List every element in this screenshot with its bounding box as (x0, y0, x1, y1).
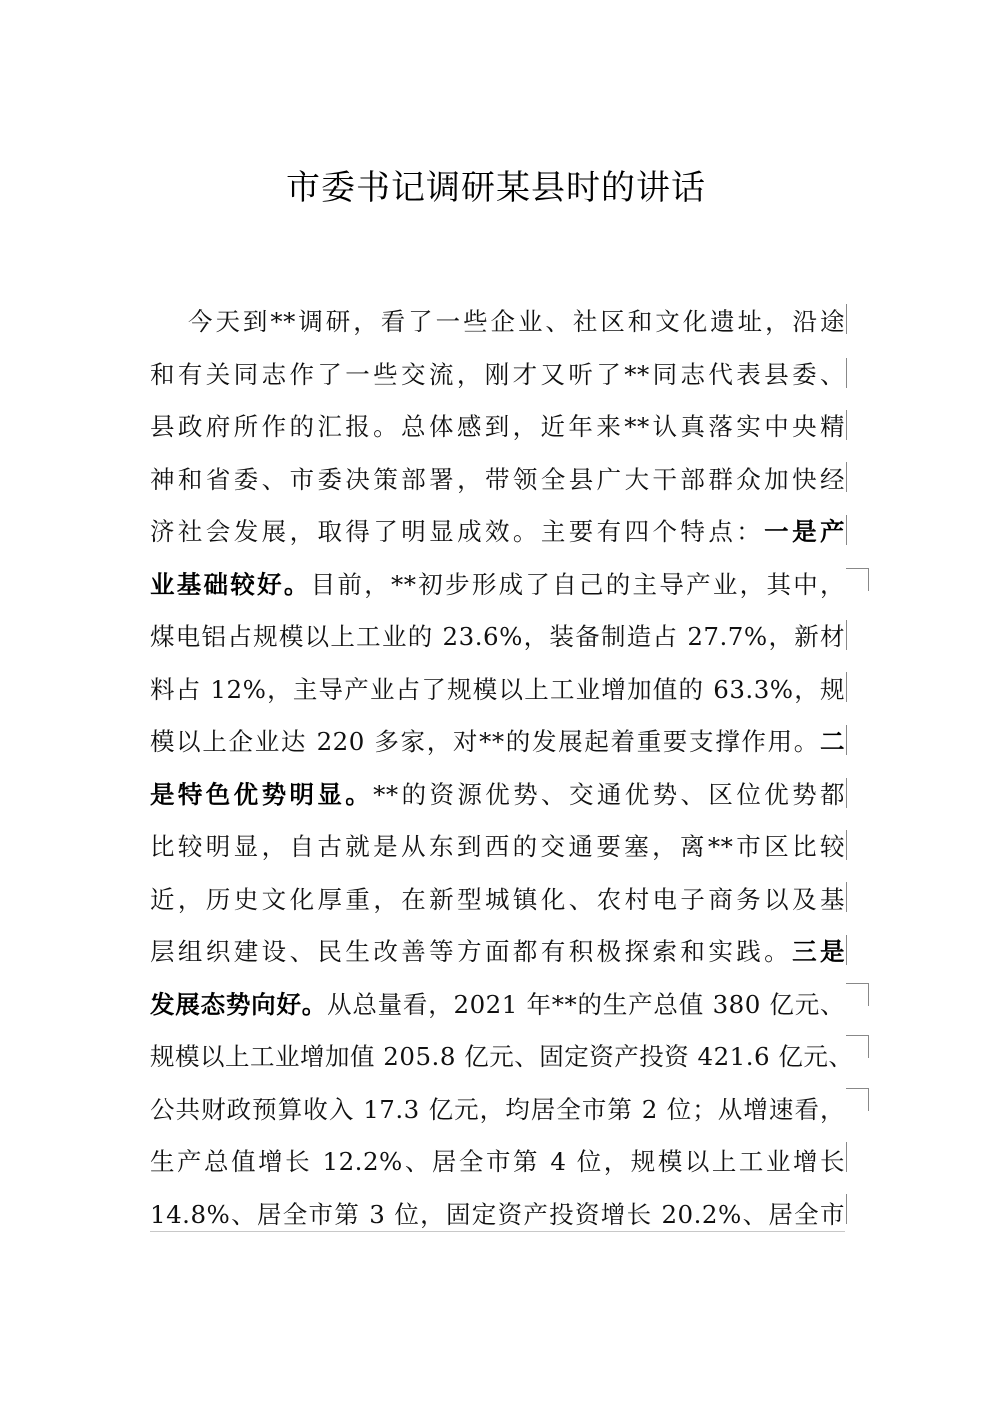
text-run: 神和省委、市委决策部署，带领全县广大干部群众加快经 (150, 464, 845, 494)
margin-mark (846, 672, 847, 702)
paragraph-line (150, 1136, 845, 1189)
margin-corner-mark (846, 1088, 869, 1111)
paragraph-line (150, 401, 845, 454)
text-run: 14.8%、居全市第 3 位，固定资产投资增长 20.2%、居全市 (150, 1199, 845, 1229)
text-run: 生产总值增长 12.2%、居全市第 4 位，规模以上工业增长 (150, 1147, 845, 1176)
text-run: 今天到**调研，看了一些企业、社区和文化遗址，沿途 (188, 307, 845, 336)
margin-mark (846, 462, 847, 492)
margin-mark (846, 935, 847, 965)
paragraph-line (150, 874, 845, 927)
paragraph-line (150, 1031, 854, 1084)
paragraph-line (150, 454, 845, 507)
text-run: 规模以上工业增加值 205.8 亿元、固定资产投资 421.6 亿元、 (150, 1042, 854, 1071)
bold-heading-run: 二 (820, 727, 845, 756)
paragraph-line (150, 664, 845, 717)
paragraph-line (150, 716, 845, 769)
text-run: 和有关同志作了一些交流，刚才又听了**同志代表县委、 (150, 359, 845, 389)
bold-heading-run: 业基础较好。 (150, 569, 311, 599)
body-paragraph (150, 296, 854, 1241)
text-run: 料占 12%，主导产业占了规模以上工业增加值的 63.3%，规 (150, 674, 845, 704)
margin-mark (846, 304, 847, 334)
text-run: 模以上企业达 220 多家，对**的发展起着重要支撑作用。 (150, 727, 820, 756)
text-run: 公共财政预算收入 17.3 亿元，均居全市第 2 位；从增速看， (150, 1094, 845, 1124)
paragraph-line (150, 611, 845, 664)
paragraph-line (150, 926, 845, 979)
text-run: 从总量看，2021 年**的生产总值 380 亿元、 (327, 989, 845, 1019)
margin-mark (846, 1194, 847, 1224)
paragraph-line (150, 979, 845, 1032)
paragraph-line (150, 1189, 845, 1242)
margin-corner-mark (846, 983, 869, 1006)
paragraph-line (150, 769, 845, 822)
bold-heading-run: 三是 (792, 937, 846, 966)
page-bottom-rule (150, 1231, 845, 1232)
text-run: 济社会发展，取得了明显成效。主要有四个特点： (150, 517, 765, 546)
margin-corner-mark (846, 568, 869, 591)
margin-corner-mark (846, 1035, 869, 1058)
margin-mark (846, 778, 847, 808)
text-run: 比较明显，自古就是从东到西的交通要塞，离**市区比较 (150, 832, 845, 861)
margin-mark (846, 410, 847, 440)
page-title: 市委书记调研某县时的讲话 (286, 168, 706, 208)
margin-mark (846, 1142, 847, 1172)
margin-mark (846, 830, 847, 860)
margin-mark (846, 620, 847, 650)
paragraph-line (150, 349, 845, 402)
margin-mark (846, 882, 847, 912)
text-run: 县政府所作的汇报。总体感到，近年来**认真落实中央精 (150, 412, 845, 441)
text-run: **的资源优势、交通优势、区位优势都 (373, 779, 846, 809)
text-run: 煤电铝占规模以上工业的 23.6%，装备制造占 27.7%，新材 (150, 622, 845, 651)
bold-heading-run: 是特色优势明显。 (150, 779, 374, 809)
paragraph-line (150, 1084, 845, 1137)
paragraph-line (150, 296, 845, 349)
text-run: 目前，**初步形成了自己的主导产业，其中， (310, 569, 846, 599)
text-run: 层组织建设、民生改善等方面都有积极探索和实践。 (150, 937, 793, 966)
text-run: 近，历史文化厚重，在新型城镇化、农村电子商务以及基 (150, 884, 845, 914)
bold-heading-run: 发展态势向好。 (150, 989, 328, 1019)
paragraph-line (150, 506, 845, 559)
margin-mark (846, 725, 847, 755)
paragraph-line (150, 821, 845, 874)
margin-mark (846, 358, 847, 388)
paragraph-line (150, 559, 845, 612)
margin-mark (846, 515, 847, 545)
bold-heading-run: 一是产 (764, 517, 846, 546)
